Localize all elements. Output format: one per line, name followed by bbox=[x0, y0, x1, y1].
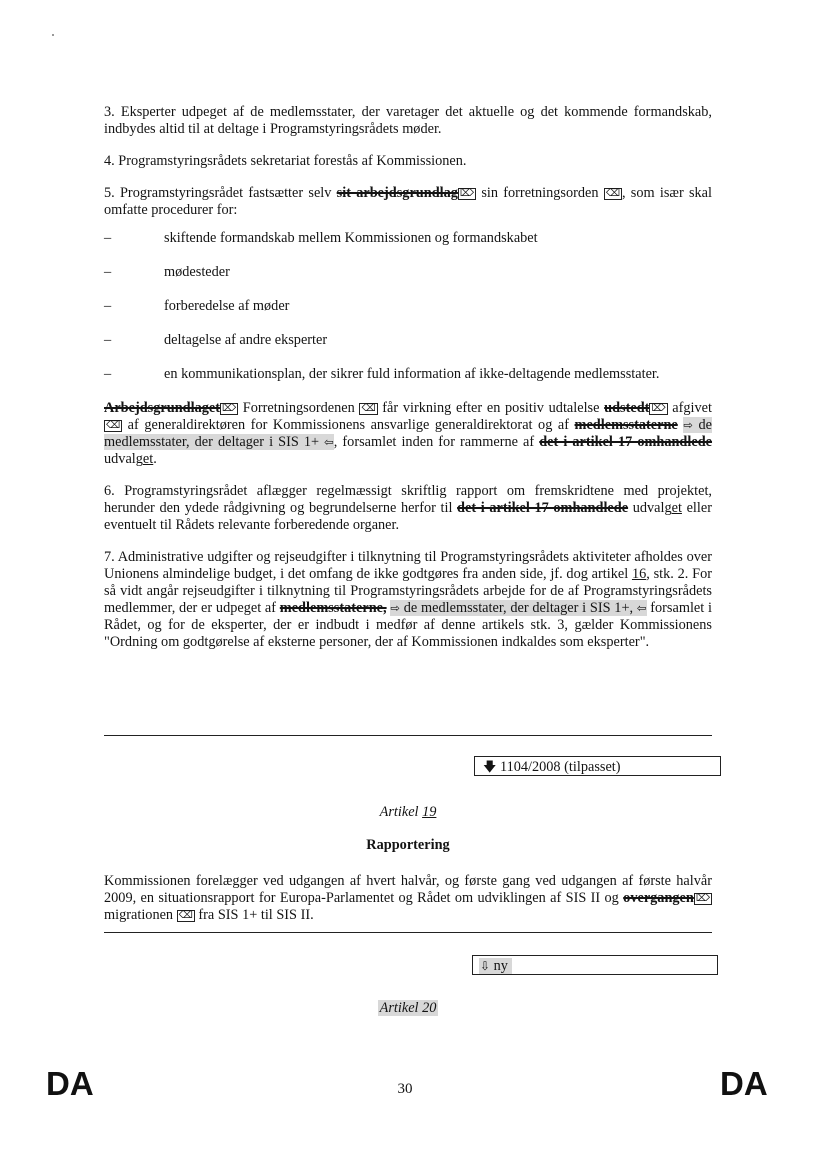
article-20-label: Artikel 20 bbox=[379, 1000, 437, 1016]
document-body bbox=[104, 104, 712, 651]
text-run: udvalg bbox=[628, 500, 672, 516]
list-item-text: skiftende formandskab mellem Kommissionen og formandskabet bbox=[164, 230, 538, 246]
list-dash: – bbox=[104, 230, 112, 246]
deleted-text: medlemsstaterne bbox=[574, 417, 678, 433]
deletion-start-marker-icon: ⌦ bbox=[651, 403, 666, 414]
article-20-heading bbox=[104, 1000, 712, 1017]
deleted-text: medlemsstaterne, bbox=[279, 600, 387, 616]
procedure-list bbox=[104, 230, 712, 383]
list-item-text: mødesteder bbox=[164, 264, 230, 280]
language-code-left: DA bbox=[46, 1065, 94, 1102]
article-number: 19 bbox=[422, 804, 437, 820]
text-run: af generaldirektøren for Kommissionens ansvarlige generaldirektorat og af bbox=[122, 417, 575, 433]
deleted-text: udstedt bbox=[604, 400, 650, 416]
text-run: udvalg bbox=[104, 451, 143, 467]
down-arrow-icon: 🡇 bbox=[483, 760, 497, 775]
text-run: , stk. 2. For så vidt angår rejseudgifter i tilknytning til Programstyringsrådets arbejde for de af Programstyringsrådets medlemmer, der er udpeget af bbox=[104, 566, 713, 616]
paragraph-5 bbox=[104, 185, 712, 219]
deletion-end-marker-icon: ⌫ bbox=[106, 420, 121, 431]
list-item bbox=[104, 366, 712, 383]
text-run: fra SIS 1+ til SIS II. bbox=[194, 907, 314, 923]
article-reference-link[interactable]: 16 bbox=[631, 566, 647, 582]
deletion-start-marker-icon: ⌦ bbox=[221, 403, 237, 414]
list-dash: – bbox=[104, 264, 112, 280]
deleted-text: det i artikel 17 omhandlede bbox=[457, 500, 629, 516]
underlined-text: et bbox=[142, 451, 154, 467]
deletion-start-marker-icon: ⌦ bbox=[695, 893, 710, 904]
text-run: , forsamlet inden for rammerne af bbox=[333, 434, 540, 450]
paragraph-3: 3. Eksperter udpeget af de medlemsstater, der varetager det aktuelle og det kommende formandskab, indbydes altid til at deltage i Programstyringsrådets møder. bbox=[104, 104, 712, 137]
list-item bbox=[104, 332, 712, 349]
text-run: . bbox=[153, 451, 157, 467]
deletion-end-marker-icon: ⌫ bbox=[605, 188, 620, 199]
underlined-text: et bbox=[671, 500, 682, 516]
text-run: 5. Programstyringsrådet fastsætter selv bbox=[104, 185, 337, 201]
text-run: 6. Programstyringsrådet aflægger regelmæssigt skriftlig rapport om fremskridtene med projektet, herunder den ydede rådgivning og begrundelserne herfor til bbox=[104, 483, 712, 516]
insertion-start-arrow-icon: ⇨ bbox=[683, 418, 693, 432]
deletion-end-marker-icon: ⌫ bbox=[361, 403, 376, 414]
text-run: Kommissionen forelægger ved udgangen af hvert halvår, og første gang ved udgangen af første halvår 2009, en situationsrapport for Europa-Parlamentet og Rådet om udviklingen af SIS II og bbox=[104, 873, 712, 906]
deleted-text: Arbejdsgrundlaget bbox=[104, 400, 220, 416]
scan-speck bbox=[52, 34, 54, 36]
text-run: forsamlet i Rådet, og for de eksperter, der er indbudt i medfør af denne artikels stk. 3, gælder Kommissionens "Ordning om godtgørelse af eksterne personer, der af Kommissionen indkaldes som eksperter". bbox=[104, 600, 712, 650]
text-run: afgivet bbox=[667, 400, 712, 416]
text-run: migrationen bbox=[104, 907, 177, 923]
language-code-right: DA bbox=[720, 1065, 768, 1102]
inserted-text: de medlemsstater, der deltager i SIS 1+ bbox=[104, 417, 713, 450]
text-run: sin forretningsorden bbox=[476, 185, 604, 201]
list-item bbox=[104, 298, 712, 315]
page-number: 30 bbox=[397, 1081, 413, 1097]
list-item-text: en kommunikationsplan, der sikrer fuld information af ikke-deltagende medlemsstater. bbox=[164, 366, 660, 382]
deletion-start-marker-icon: ⌦ bbox=[459, 188, 475, 199]
source-reference-highlight bbox=[479, 958, 512, 974]
text-run: eller eventuelt til Rådets relevante forberedende organer. bbox=[104, 500, 712, 533]
inserted-text: de medlemsstater, der deltager i SIS 1+, bbox=[400, 600, 637, 616]
list-dash: – bbox=[104, 366, 112, 382]
down-arrow-outline-icon: ⇩ bbox=[480, 959, 491, 973]
list-dash: – bbox=[104, 298, 112, 314]
list-item-text: forberedelse af møder bbox=[164, 298, 290, 314]
source-reference-box bbox=[472, 955, 718, 975]
paragraph-4: 4. Programstyringsrådets sekretariat forestås af Kommissionen. bbox=[104, 153, 467, 169]
deleted-text: overgangen bbox=[623, 890, 694, 906]
source-reference-label: 1104/2008 (tilpasset) bbox=[499, 759, 621, 775]
insertion-end-arrow-icon: ⇦ bbox=[324, 435, 334, 449]
article-prefix: Artikel bbox=[379, 804, 423, 820]
text-run: , som især skal omfatte procedurer for: bbox=[104, 185, 712, 218]
section-divider bbox=[104, 735, 712, 736]
article-19-heading bbox=[104, 804, 712, 821]
deleted-text: det i artikel 17 omhandlede bbox=[539, 434, 713, 450]
inserted-text-highlight bbox=[390, 600, 646, 616]
text-run: får virkning efter en positiv udtalelse bbox=[377, 400, 605, 416]
list-item bbox=[104, 264, 712, 281]
list-item-text: deltagelse af andre eksperter bbox=[164, 332, 328, 348]
source-reference-label: ny bbox=[493, 958, 508, 974]
paragraph-6 bbox=[104, 483, 712, 534]
paragraph-5-continued bbox=[104, 400, 712, 468]
deleted-text: sit arbejdsgrundlag bbox=[336, 185, 458, 201]
text-run: 7. Administrative udgifter og rejseudgifter i tilknytning til Programstyringsrådets aktiviteter afholdes over Unionens almindelige budget, i det omfang de ikke godtgøres fra anden side, jf. dog artikel bbox=[104, 549, 712, 582]
article-19-title: Rapportering bbox=[366, 837, 450, 853]
source-reference-box bbox=[474, 756, 721, 776]
paragraph-7 bbox=[104, 549, 712, 651]
list-dash: – bbox=[104, 332, 112, 348]
paragraph-19 bbox=[104, 873, 712, 924]
section-divider bbox=[104, 932, 712, 933]
text-run: Forretningsordenen bbox=[238, 400, 360, 416]
deletion-end-marker-icon: ⌫ bbox=[178, 910, 193, 921]
list-item bbox=[104, 230, 712, 247]
insertion-start-arrow-icon: ⇨ bbox=[390, 601, 400, 615]
insertion-end-arrow-icon: ⇦ bbox=[636, 601, 647, 615]
